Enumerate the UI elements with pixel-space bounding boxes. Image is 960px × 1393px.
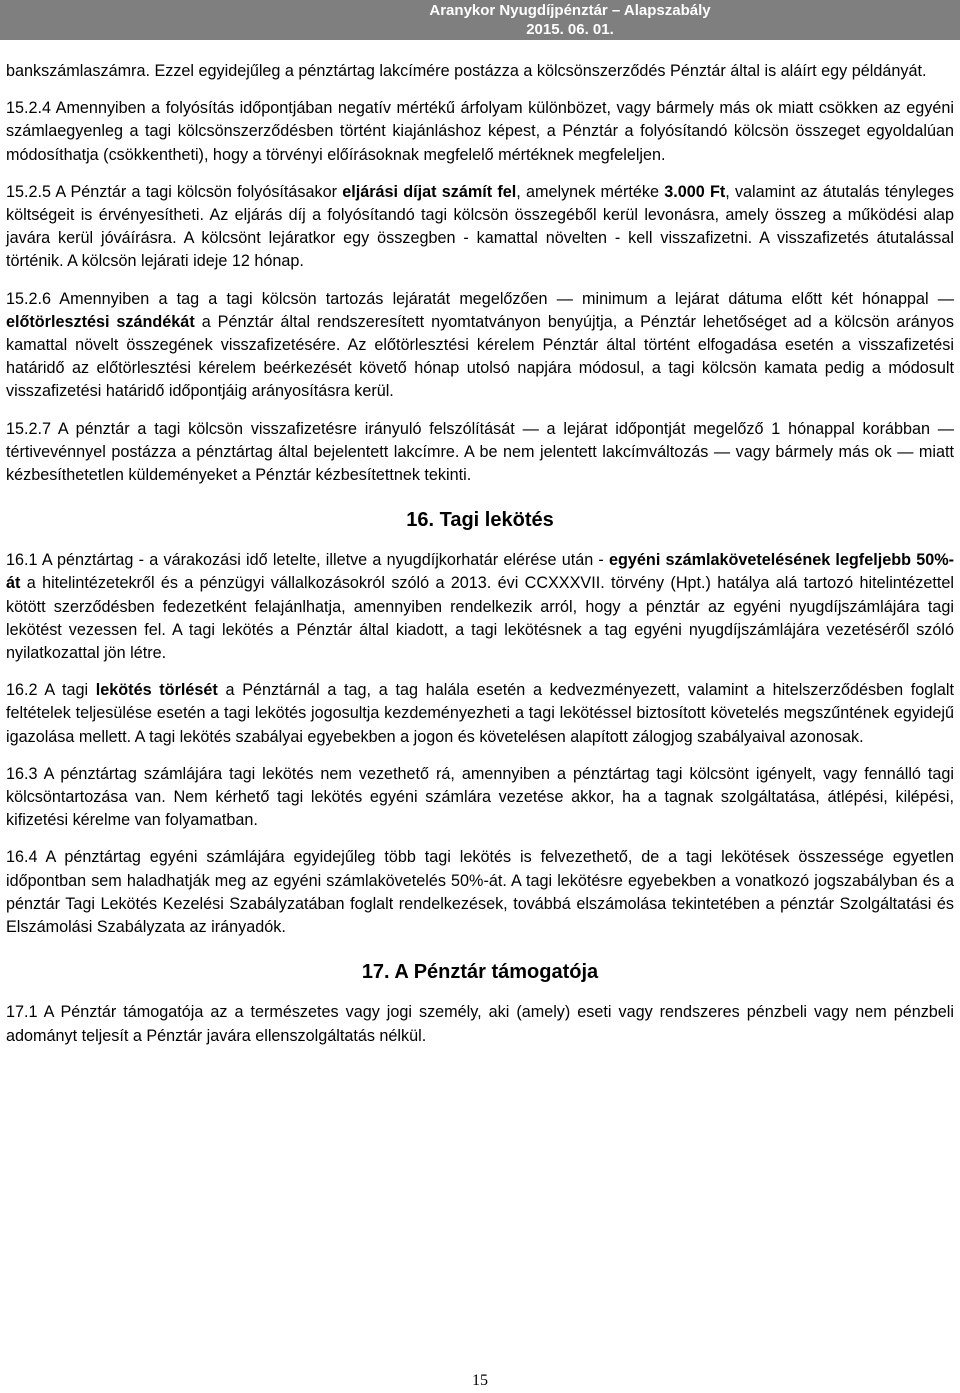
bold-text: előtörlesztési szándékát <box>6 312 195 331</box>
bold-text: 3.000 Ft <box>664 182 726 201</box>
bold-text: lekötés törlését <box>95 681 218 700</box>
paragraph-15-2-6 <box>6 288 954 404</box>
text-run: 15.2.6 Amennyiben a tag a tagi kölcsön tartozás lejáratát megelőzően — minimum a lejárat dátuma előtt két hónappal — <box>6 289 954 308</box>
text-run: 16.2 A tagi <box>6 681 96 700</box>
document-body <box>6 60 954 1062</box>
paragraph-17-1: 17.1 A Pénztár támogatója az a természetes vagy jogi személy, aki (amely) eseti vagy rendszeres pénzbeli vagy nem pénzbeli adományt teljesít a Pénztár javára ellenszolgáltatás nélkül. <box>6 1003 954 1045</box>
bold-text: eljárási díjat számít fel <box>342 182 517 201</box>
paragraph-15-2-4: 15.2.4 Amennyiben a folyósítás időpontjában negatív mértékű árfolyam különbözet, vagy bármely más ok miatt csökken az egyéni számlaegyenleg a tagi kölcsönszerződésben történt kiajánláshoz képest, a Pénztár a folyósítandó kölcsön összeget egyoldalúan módosíthatja (csökkentheti), hogy a törvényi előírásoknak megfelelő mértéknek megfeleljen. <box>6 99 954 164</box>
text-run: , amelynek mértéke <box>516 182 665 201</box>
text-run: a Pénztár által rendszeresített nyomtatványon benyújtja, a Pénztár lehetőséget ad a kölcsön arányos kamattal növelt összegének visszafizetésére. Az előtörlesztési kérelem Pénztár által történt elfogadása esetén a visszafizetési határidő az előtörlesztési kérelem beérkezését követő hónap utolsó napjára módosul, a tagi kölcsön kamata pedig a módosult visszafizetési határidő időpontjáig arányosításra kerül. <box>6 312 954 401</box>
page-header <box>0 0 960 40</box>
paragraph-continuation: bankszámlaszámra. Ezzel egyidejűleg a pénztártag lakcímére postázza a kölcsönszerződés Pénztár által is aláírt egy példányát. <box>6 62 927 80</box>
paragraph-16-3: 16.3 A pénztártag számlájára tagi lekötés nem vezethető rá, amennyiben a pénztártag tagi kölcsönt igényelt, vagy fennálló tagi kölcsöntartozása van. Nem kérhető tagi lekötés egyéni számlára vezetése akkor, ha a tagnak szolgáltatása, átlépési, kilépési, kifizetési kérelme van folyamatban. <box>6 764 954 830</box>
paragraph-16-1 <box>6 549 954 665</box>
paragraph-15-2-7: 15.2.7 A pénztár a tagi kölcsön visszafizetésre irányuló felszólítását — a lejárat időpontját megelőző 1 hónappal korábban — tértivevénnyel postázza a pénztártag által bejelentett lakcímre. A be nem jelentett lakcímváltozás — vagy bármely más ok — miatt kézbesíthetetlen küldeményeket a Pénztár kézbesítettnek tekinti. <box>6 419 954 485</box>
section-heading-16: 16. Tagi lekötés <box>406 509 554 532</box>
text-run: 15.2.5 A Pénztár a tagi kölcsön folyósításakor <box>6 182 343 201</box>
text-run: , valamint az átutalás tényleges költségeit is érvényesítheti. Az eljárás díj a folyósítandó tagi kölcsön összegéből kerül levonásra, amely összeg a működési alap javára kerül jóváírásra. A kölcsönt lejáratkor egy összegben - kamattal növelten - kell visszafizetni. A visszafizetés átutalással történik. A kölcsön lejárati ideje 12 hónap. <box>6 182 954 271</box>
paragraph-15-2-5 <box>6 181 954 274</box>
section-heading-17: 17. A Pénztár támogatója <box>361 961 599 984</box>
page-number: 15 <box>472 1372 488 1389</box>
bold-text: egyéni számlakövetelésének legfeljebb 50%-át <box>6 551 954 593</box>
paragraph-16-4: 16.4 A pénztártag egyéni számlájára egyidejűleg több tagi lekötés is felvezethető, de a tagi lekötések összessége egyetlen időpontban sem haladhatják meg az egyéni számlakövetelés 50%-át. A tagi lekötésre egyebekben a vonatkozó jogszabályban és a pénztár Tagi Lekötés Kezelési Szabályzatában foglalt rendelkezések, továbbá elszámolása tekintetében a pénztár Szolgáltatási és Elszámolási Szabályzata az irányadók. <box>6 848 954 937</box>
text-run: a hitelintézetekről és a pénzügyi vállalkozásokról szóló a 2013. évi CCXXXVII. törvény (Hpt.) hatálya alá tartozó hitelintézettel kötött szerződésben fedezetként felajánlhatja, amennyiben rendelkezik arról, hogy a pénztár az egyéni nyugdíjszámlájára tagi lekötést vezessen fel. A tagi lekötés a Pénztár által kiadott, a tagi lekötésnek a tag egyéni nyugdíjszámlájára vezetéséről szóló nyilatkozattal jön létre. <box>6 574 954 663</box>
text-run: a Pénztárnál a tag, a tag halála esetén a kedvezményezett, valamint a hitelszerződésben foglalt feltételek teljesülése esetén a tagi lekötés jogosultja kezdeményezheti a tagi lekötéssel biztosított követelés megszűntének egyidejű igazolása mellett. A tagi lekötés szabályai egyebekben a jogon és követelésen alapított zálogjog szabályaival azonosak. <box>6 681 954 746</box>
header-date: 2015. 06. 01. <box>526 21 614 38</box>
header-title: Aranykor Nyugdíjpénztár – Alapszabály <box>429 2 711 19</box>
text-run: 16.1 A pénztártag - a várakozási idő letelte, illetve a nyugdíjkorhatár elérése után - <box>6 551 610 570</box>
paragraph-16-2 <box>6 679 954 749</box>
